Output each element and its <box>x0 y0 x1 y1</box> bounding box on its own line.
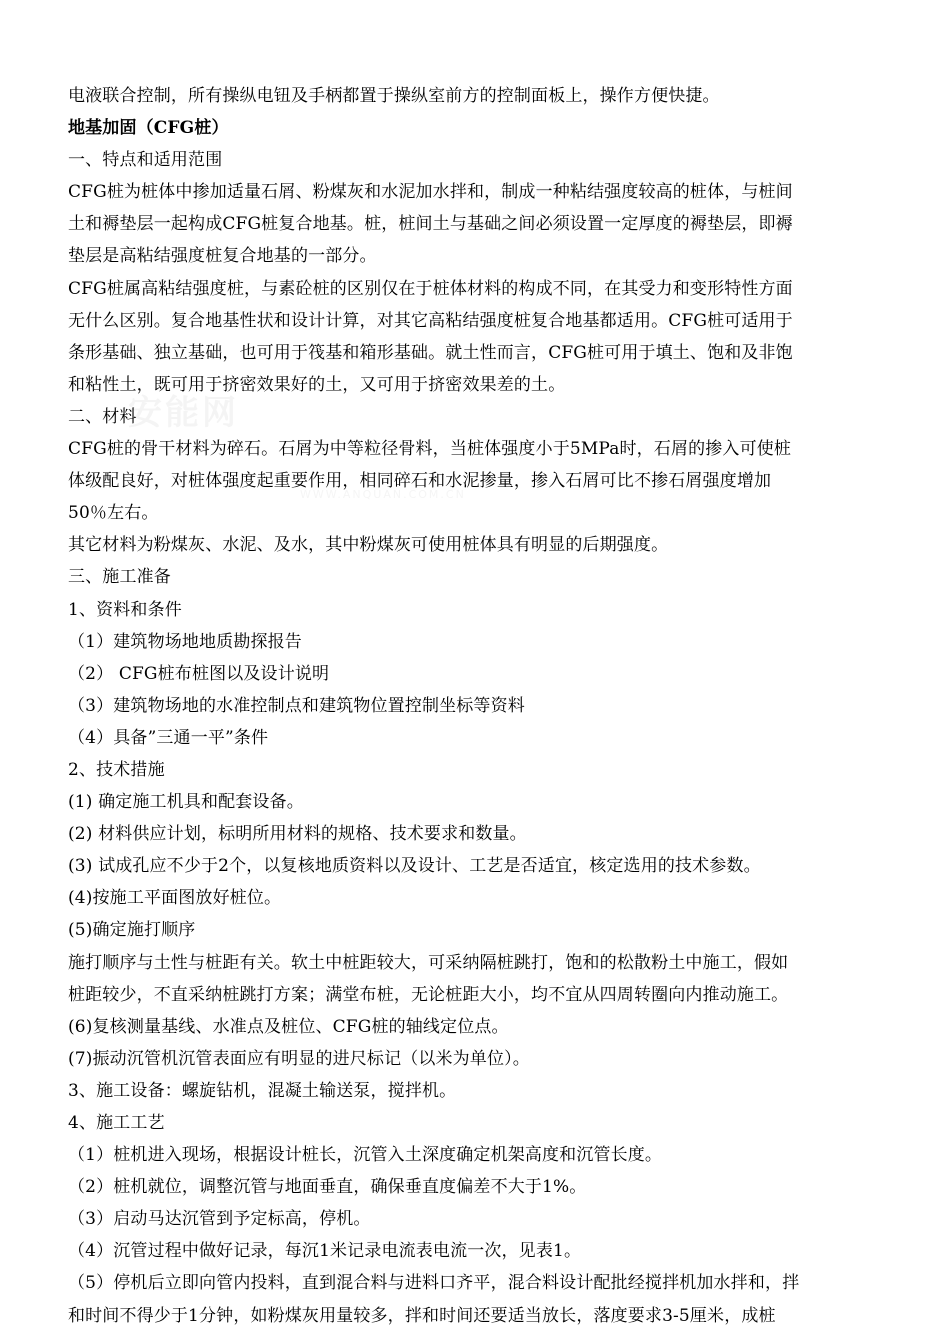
text-line: 施打顺序与土性与桩距有关。软土中桩距较大，可采纳隔桩跳打，饱和的松散粉土中施工，假如 <box>68 952 789 973</box>
text-line: 二、材料 <box>68 406 137 427</box>
text-line: 和时间不得少于1分钟，如粉煤灰用量较多，拌和时间还要适当放长，落度要求3-5厘米，成桩 <box>68 1305 776 1326</box>
text-line: （1）建筑物场地地质勘探报告 <box>68 631 302 652</box>
text-line: 和粘性土，既可用于挤密效果好的土，又可用于挤密效果差的土。 <box>68 374 566 395</box>
text-line: （5）停机后立即向管内投料，直到混合料与进料口齐平，混合料设计配批经搅拌机加水拌和，拌 <box>68 1273 800 1294</box>
text-line: (2) 材料供应计划，标明所用材料的规格、技术要求和数量。 <box>68 824 527 845</box>
watermark-subtitle: WWW.ANQUAN.COM.CN <box>300 488 466 501</box>
watermark: 安能网 <box>128 393 239 433</box>
text-line: 条形基础、独立基础，也可用于筏基和箱形基础。就土性而言，CFG桩可用于填土、饱和及非饱 <box>68 342 793 363</box>
text-line: (5)确定施打顺序 <box>68 920 196 941</box>
text-line: 3、施工设备：螺旋钻机，混凝土输送泵，搅拌机。 <box>68 1080 457 1101</box>
text-line: CFG桩为桩体中掺加适量石屑、粉煤灰和水泥加水拌和，制成一种粘结强度较高的桩体，与桩间 <box>68 182 793 203</box>
text-line: (7)振动沉管机沉管表面应有明显的进尺标记（以米为单位）。 <box>68 1048 530 1069</box>
text-line: CFG桩属高粘结强度桩，与素砼桩的区别仅在于桩体材料的构成不同，在其受力和变形特性方面 <box>68 278 793 299</box>
text-line: (6)复核测量基线、水准点及桩位、CFG桩的轴线定位点。 <box>68 1016 509 1037</box>
text-line: (4)按施工平面图放好桩位。 <box>68 888 282 909</box>
text-line: （3）建筑物场地的水准控制点和建筑物位置控制坐标等资料 <box>68 695 525 716</box>
text-line: (3) 试成孔应不少于2个，以复核地质资料以及设计、工艺是否适宜，核定选用的技术参数。 <box>68 856 761 877</box>
text-line: 无什么区别。复合地基性状和设计计算，对其它高粘结强度桩复合地基都适用。CFG桩可适用于 <box>68 310 793 331</box>
text-line: (1) 确定施工机具和配套设备。 <box>68 792 304 813</box>
text-line: （2） CFG桩布桩图以及设计说明 <box>68 663 330 684</box>
document-page <box>68 80 886 1332</box>
text-line: （3）启动马达沉管到予定标高，停机。 <box>68 1209 371 1230</box>
text-line: 垫层是高粘结强度桩复合地基的一部分。 <box>68 246 377 267</box>
text-line: 电液联合控制，所有操纵电钮及手柄都置于操纵室前方的控制面板上，操作方便快捷。 <box>68 86 720 106</box>
text-line: 50％左右。 <box>68 503 159 524</box>
text-line: 4、施工工艺 <box>68 1113 165 1133</box>
text-line: 土和褥垫层一起构成CFG桩复合地基。桩，桩间土与基础之间必须设置一定厚度的褥垫层，即褥 <box>68 214 793 235</box>
text-line: 三、施工准备 <box>68 567 171 588</box>
text-line: 1、资料和条件 <box>68 599 182 620</box>
text-line: （1）桩机进入现场，根据设计桩长，沉管入土深度确定机架高度和沉管长度。 <box>68 1145 663 1166</box>
text-line: （4）沉管过程中做好记录，每沉1米记录电流表电流一次，见表1。 <box>68 1241 582 1262</box>
text-line: 2、技术措施 <box>68 759 165 780</box>
text-line: CFG桩的骨干材料为碎石。石屑为中等粒径骨料，当桩体强度小于5MPa时，石屑的掺入可使桩 <box>68 439 792 460</box>
text-line: 体级配良好，对桩体强度起重要作用，相同碎石和水泥掺量，掺入石屑可比不掺石屑强度增加 <box>68 471 772 492</box>
text-line: 其它材料为粉煤灰、水泥、及水，其中粉煤灰可使用桩体具有明显的后期强度。 <box>68 535 669 556</box>
text-line: （4）具备”三通一平”条件 <box>68 727 269 748</box>
text-line: 一、特点和适用范围 <box>68 150 223 171</box>
text-line: 桩距较少，不直采纳桩跳打方案；满堂布桩，无论桩距大小，均不宜从四周转圈向内推动施工。 <box>68 984 789 1005</box>
text-line: （2）桩机就位，调整沉管与地面垂直，确保垂直度偏差不大于1%。 <box>68 1177 587 1198</box>
section-heading: 地基加固（CFG桩） <box>68 118 229 139</box>
